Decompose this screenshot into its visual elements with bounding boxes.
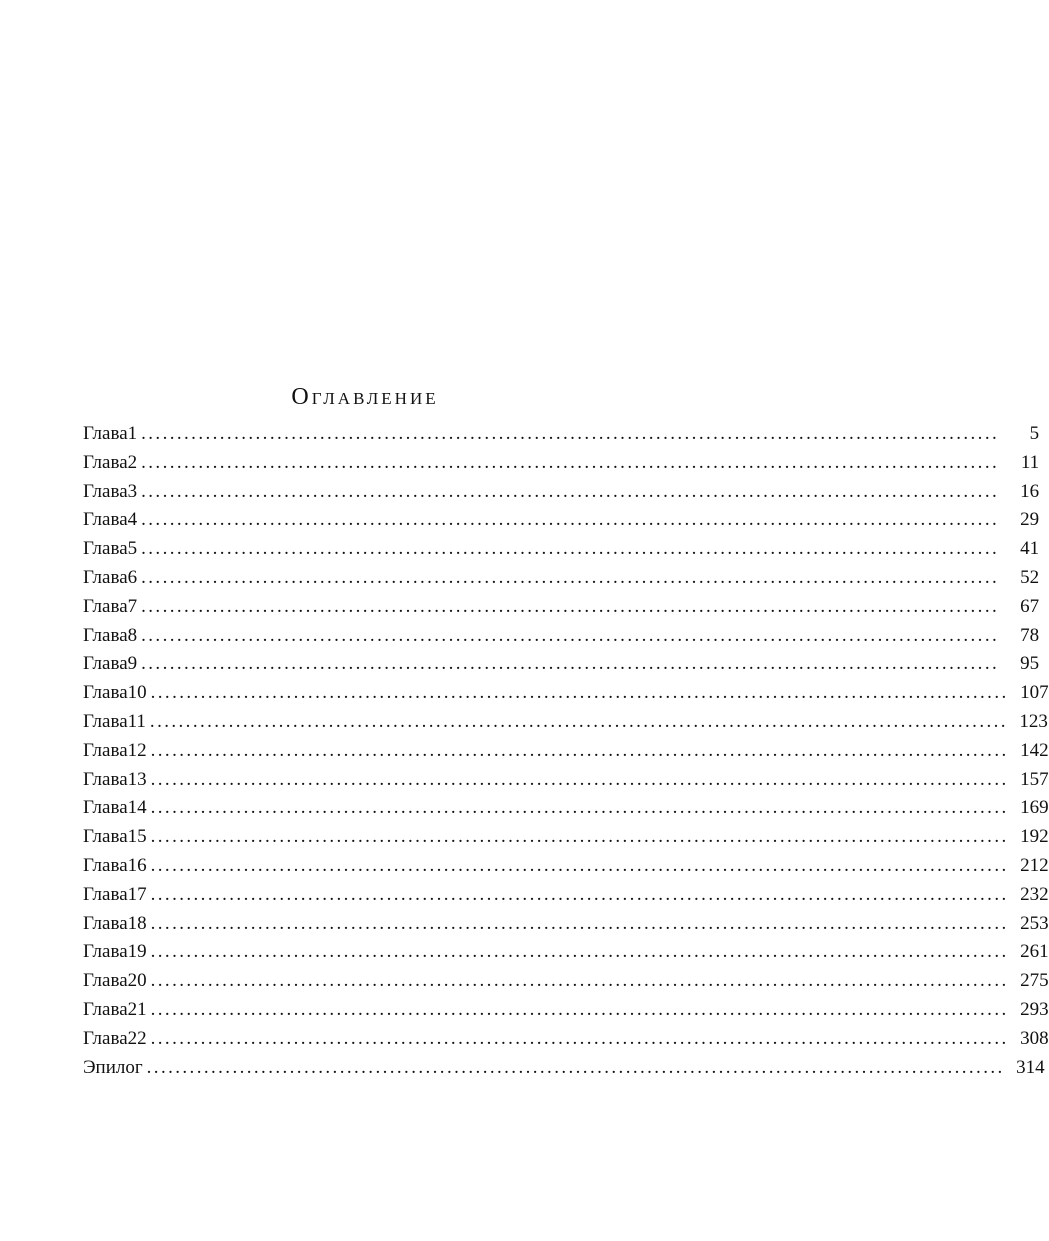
toc-entry-label: Глава — [83, 451, 128, 473]
toc-entry-number: 22 — [127, 1027, 147, 1049]
toc-entry[interactable] — [83, 938, 1049, 967]
toc-entry-label: Глава — [83, 538, 128, 560]
toc-entry[interactable] — [83, 823, 1049, 852]
toc-entry[interactable] — [83, 478, 1040, 507]
toc-dot-leader: ........................................................................................................................ — [150, 970, 1009, 992]
toc-entry-number: 19 — [127, 941, 147, 963]
toc-entry-number: 14 — [127, 797, 147, 819]
toc-entry-label: Глава — [83, 509, 128, 531]
toc-dot-leader: ........................................................................................................................ — [150, 797, 1009, 819]
toc-entry-page: 261 — [1020, 941, 1049, 963]
toc-entry-label: Глава — [83, 566, 128, 588]
toc-entry-page: 142 — [1020, 739, 1049, 761]
toc-entry-page: 192 — [1020, 826, 1049, 848]
toc-entry-number: 1 — [127, 423, 138, 444]
toc-entry-page: 253 — [1020, 912, 1049, 934]
toc-dot-leader: ........................................................................................................................ — [150, 826, 1009, 848]
toc-entry-label: Глава — [83, 768, 128, 790]
toc-entry-page: 275 — [1020, 970, 1049, 992]
toc-dot-leader: ........................................................................................................................ — [150, 998, 1009, 1020]
toc-dot-leader: ........................................................................................................................ — [141, 566, 1000, 588]
toc-entry-number: 5 — [127, 538, 138, 560]
toc-entry[interactable] — [83, 1054, 1045, 1083]
toc-entry-number: 12 — [127, 739, 147, 761]
toc-entry-label: Глава — [83, 970, 128, 992]
toc-title: Оглавление — [291, 384, 439, 411]
toc-entry-label: Глава — [83, 854, 128, 876]
toc-entry-label: Глава — [83, 998, 128, 1020]
toc-entry[interactable] — [83, 708, 1048, 737]
toc-entry[interactable] — [83, 794, 1049, 823]
toc-entry-label: Глава — [83, 739, 128, 761]
toc-entry-page: 308 — [1020, 1027, 1049, 1049]
toc-dot-leader: ........................................................................................................................ — [149, 710, 1008, 732]
toc-dot-leader: ........................................................................................................................ — [141, 480, 1000, 502]
toc-dot-leader: ........................................................................................................................ — [150, 912, 1009, 934]
toc-dot-leader: ........................................................................................................................ — [150, 768, 1009, 790]
toc-entry-page: 16 — [1020, 480, 1040, 502]
toc-entry-page: 52 — [1020, 566, 1040, 588]
toc-entry-label: Глава — [83, 797, 128, 819]
toc-entry-number: 11 — [127, 710, 146, 732]
toc-entry-number: 17 — [127, 883, 147, 905]
toc-dot-leader: ........................................................................................................................ — [150, 854, 1009, 876]
toc-dot-leader: ........................................................................................................................ — [150, 682, 1009, 704]
toc-dot-leader: ........................................................................................................................ — [150, 1027, 1009, 1049]
toc-entry-number: 18 — [127, 912, 147, 934]
toc-entry[interactable] — [83, 564, 1040, 593]
toc-dot-leader: ........................................................................................................................ — [150, 941, 1009, 963]
toc-entry[interactable] — [83, 766, 1049, 795]
toc-entry-number: 15 — [127, 826, 147, 848]
toc-entry-page: 95 — [1020, 653, 1040, 675]
toc-entry[interactable] — [83, 679, 1049, 708]
toc-dot-leader: ........................................................................................................................ — [150, 883, 1009, 905]
toc-entry-label: Глава — [83, 682, 128, 704]
toc-entry-page: 232 — [1020, 883, 1049, 905]
toc-entry-page: 11 — [1020, 451, 1040, 473]
toc-entry[interactable] — [83, 449, 1040, 478]
toc-entry-page: 78 — [1020, 624, 1040, 646]
toc-entry[interactable] — [83, 881, 1049, 910]
toc-list — [83, 420, 1049, 1082]
toc-entry-page: 29 — [1020, 509, 1040, 531]
toc-entry[interactable] — [83, 622, 1040, 651]
toc-entry[interactable] — [83, 506, 1040, 535]
toc-entry-label: Глава — [83, 595, 128, 617]
toc-entry[interactable] — [83, 1025, 1049, 1054]
toc-entry[interactable] — [83, 910, 1049, 939]
toc-entry[interactable] — [83, 852, 1049, 881]
toc-entry[interactable] — [83, 420, 1040, 449]
toc-entry-page: 212 — [1020, 854, 1049, 876]
toc-entry-label: Глава — [83, 423, 128, 444]
toc-dot-leader: ........................................................................................................................ — [150, 739, 1009, 761]
toc-entry-label: Глава — [83, 1027, 128, 1049]
toc-entry[interactable] — [83, 593, 1040, 622]
toc-entry-label: Глава — [83, 912, 128, 934]
toc-entry-number: 7 — [127, 595, 138, 617]
toc-entry-label: Глава — [83, 941, 128, 963]
toc-entry[interactable] — [83, 650, 1040, 679]
toc-entry-page: 314 — [1016, 1056, 1045, 1078]
toc-dot-leader: ........................................................................................................................ — [141, 423, 1000, 444]
toc-entry-page: 41 — [1020, 538, 1040, 560]
toc-entry-label: Глава — [83, 480, 128, 502]
toc-entry-number: 20 — [127, 970, 147, 992]
toc-entry-page: 157 — [1020, 768, 1049, 790]
toc-entry-number: 9 — [127, 653, 138, 675]
toc-entry-number: 21 — [127, 998, 147, 1020]
toc-entry-page: 107 — [1020, 682, 1049, 704]
toc-entry-label: Эпилог — [83, 1056, 143, 1078]
toc-entry-number: 8 — [127, 624, 138, 646]
toc-entry-label: Глава — [83, 653, 128, 675]
toc-dot-leader: ........................................................................................................................ — [141, 451, 1000, 473]
toc-entry-number: 3 — [127, 480, 138, 502]
toc-dot-leader: ........................................................................................................................ — [141, 509, 1000, 531]
toc-entry-number: 10 — [127, 682, 147, 704]
toc-entry-page: 5 — [1029, 423, 1040, 444]
toc-entry-page: 169 — [1020, 797, 1049, 819]
toc-dot-leader: ........................................................................................................................ — [141, 624, 1000, 646]
toc-entry-number: 6 — [127, 566, 138, 588]
toc-entry-number: 4 — [127, 509, 138, 531]
toc-dot-leader: ........................................................................................................................ — [146, 1056, 1005, 1078]
toc-entry[interactable] — [83, 737, 1049, 766]
toc-entry-label: Глава — [83, 826, 128, 848]
toc-dot-leader: ........................................................................................................................ — [141, 538, 1000, 560]
toc-entry-page: 123 — [1019, 710, 1048, 732]
toc-entry-page: 293 — [1020, 998, 1049, 1020]
toc-dot-leader: ........................................................................................................................ — [141, 595, 1000, 617]
toc-entry-number: 16 — [127, 854, 147, 876]
toc-entry-number: 13 — [127, 768, 147, 790]
toc-entry[interactable] — [83, 967, 1049, 996]
toc-entry[interactable] — [83, 996, 1049, 1025]
toc-dot-leader: ........................................................................................................................ — [141, 653, 1000, 675]
toc-entry-page: 67 — [1020, 595, 1040, 617]
toc-entry-number: 2 — [127, 451, 138, 473]
toc-entry-label: Глава — [83, 710, 128, 732]
toc-entry-label: Глава — [83, 624, 128, 646]
toc-entry-label: Глава — [83, 883, 128, 905]
toc-entry[interactable] — [83, 535, 1040, 564]
